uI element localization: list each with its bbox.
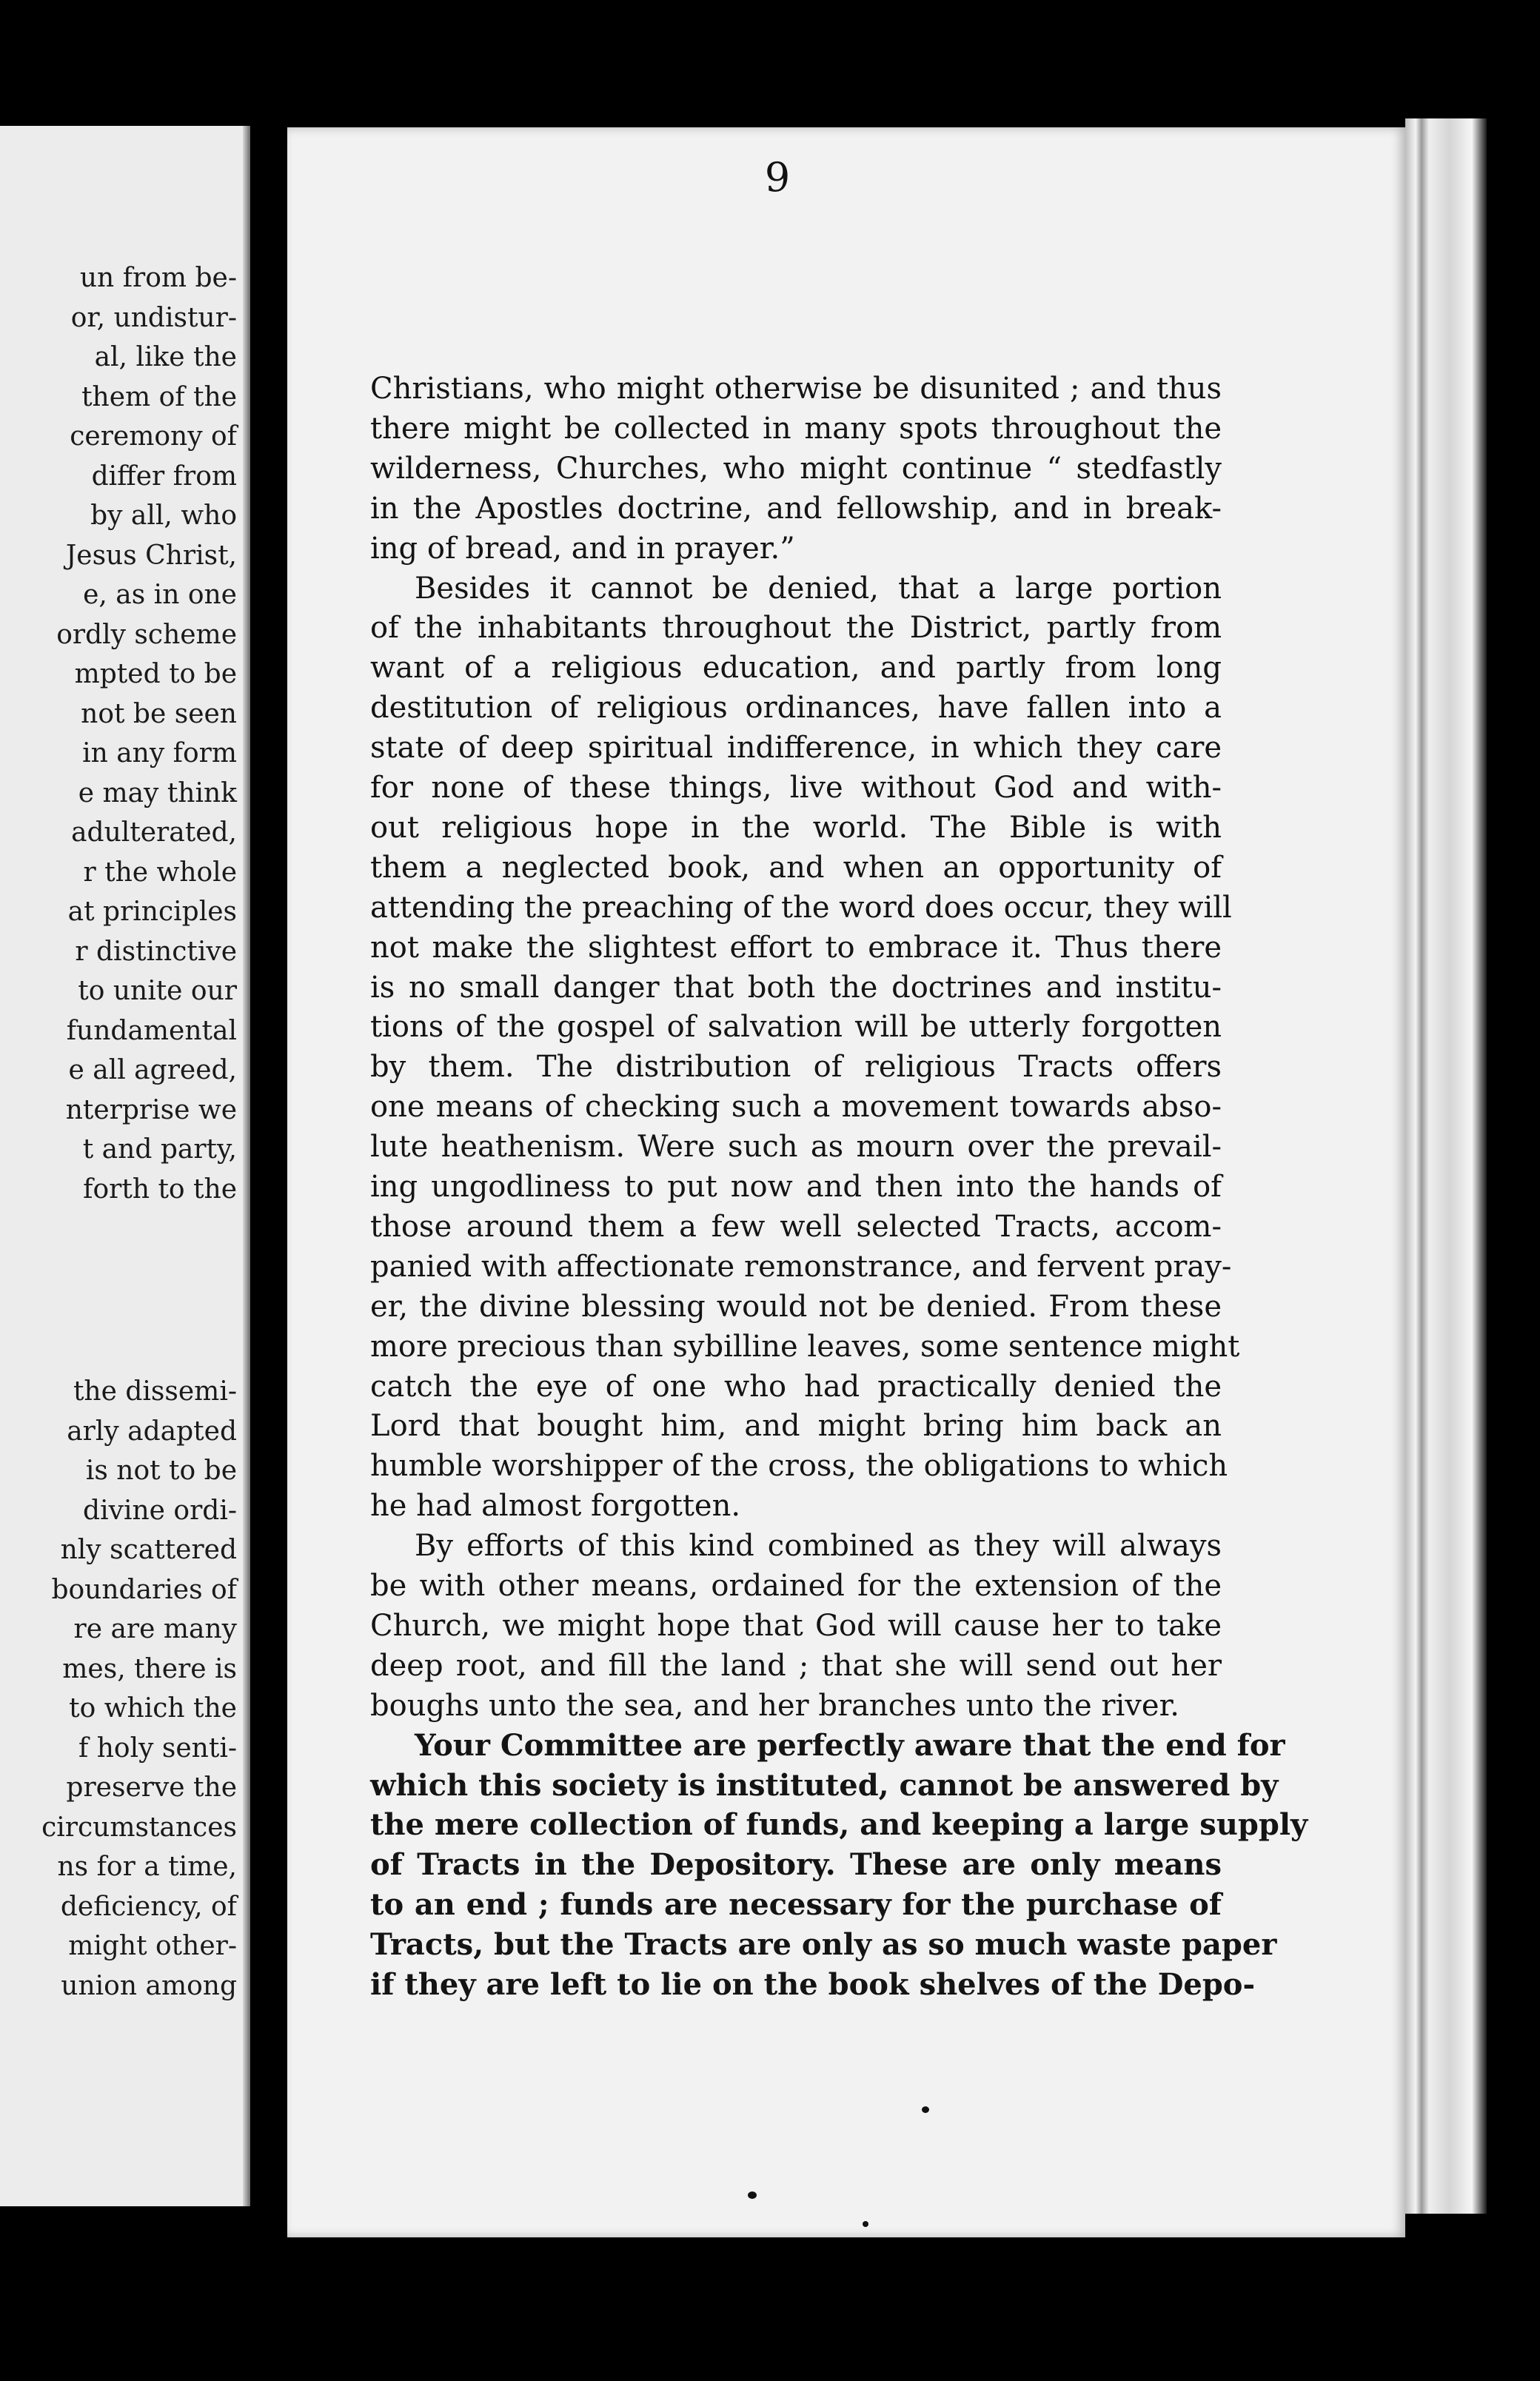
body-text-line: boughs unto the sea, and her branches unto the river. [370, 1688, 1180, 1723]
body-text-line: Church, we might hope that God will cause her to take [370, 1608, 1222, 1643]
body-text-line: them a neglected book, and when an opportunity of [370, 850, 1222, 885]
body-text-line: By efforts of this kind combined as they will always [415, 1529, 1222, 1564]
body-text-line: he had almost forgotten. [370, 1489, 741, 1524]
left-page-line: or, undistur- [70, 302, 237, 333]
left-page-line: f holy senti- [78, 1732, 237, 1764]
left-page-line: union among [61, 1970, 237, 2001]
left-page-line: ceremony of [70, 421, 237, 452]
body-text-line: one means of checking such a movement towards abso- [370, 1090, 1222, 1125]
body-text-line: which this society is instituted, cannot be answered by [370, 1767, 1279, 1803]
left-page-line: to which the [69, 1693, 237, 1724]
body-text-line: of the inhabitants throughout the District, partly from [370, 611, 1222, 646]
body-text-line: attending the preaching of the word does occur, they will [370, 890, 1232, 925]
body-text-line: destitution of religious ordinances, have fallen into a [370, 691, 1222, 726]
left-page-line: fundamental [66, 1015, 237, 1046]
page-number: 9 [764, 154, 791, 201]
body-text-line: Besides it cannot be denied, that a large portion [415, 571, 1222, 606]
body-text-line: deep root, and fill the land ; that she will send out her [370, 1648, 1222, 1683]
left-page-line: the dissemi- [73, 1376, 237, 1407]
body-text-line: ing ungodliness to put now and then into the hands of [370, 1170, 1222, 1204]
left-page-line: nterprise we [65, 1094, 237, 1125]
left-page-line: in any form [82, 738, 237, 768]
left-page-line: e may think [78, 777, 237, 808]
left-page-line: Jesus Christ, [65, 540, 237, 571]
left-page-line: deficiency, of [60, 1891, 237, 1922]
left-page-line: at principles [67, 897, 237, 927]
body-text-line: Your Committee are perfectly aware that the end for [415, 1727, 1285, 1763]
binding-gutter [250, 118, 287, 2221]
body-text-line: out religious hope in the world. The Bible is with [370, 810, 1222, 845]
body-text-line: panied with affectionate remonstrance, and fervent pray- [370, 1249, 1232, 1284]
left-page-line: ns for a time, [57, 1852, 237, 1882]
left-page-line: e all agreed, [68, 1055, 237, 1085]
left-page-line: divine ordi- [83, 1495, 237, 1526]
body-text-line: Tracts, but the Tracts are only as so much waste paper [370, 1927, 1277, 1963]
left-page [0, 126, 250, 2206]
body-text-line: Christians, who might otherwise be disunited ; and thus [370, 372, 1222, 406]
left-page-line: forth to the [83, 1173, 237, 1205]
left-page-line: circumstances [41, 1812, 237, 1843]
body-text-line: the mere collection of funds, and keeping a large supply [370, 1807, 1308, 1843]
body-text-line: for none of these things, live without God and with- [370, 771, 1222, 805]
page-stack-edge [1405, 118, 1487, 2214]
left-page-edge [243, 126, 250, 2206]
left-page-line: mes, there is [62, 1653, 237, 1684]
left-page-line: is not to be [85, 1456, 237, 1486]
left-page-line: to unite our [78, 976, 237, 1006]
left-page-line: arly adapted [67, 1416, 237, 1447]
ink-speck [748, 2191, 757, 2199]
body-text-line: in the Apostles doctrine, and fellowship, and in break- [370, 491, 1222, 526]
body-text-line: be with other means, ordained for the extension of the [370, 1569, 1222, 1603]
body-text-line: Lord that bought him, and might bring him back an [370, 1409, 1222, 1444]
left-page-line: e, as in one [83, 580, 237, 610]
body-text-line: catch the eye of one who had practically denied the [370, 1369, 1222, 1404]
left-page-line: by all, who [90, 500, 237, 531]
body-text-line: by them. The distribution of religious Tracts offers [370, 1050, 1222, 1085]
body-text-line: er, the divine blessing would not be denied. From these [370, 1289, 1222, 1324]
body-text-line: of Tracts in the Depository. These are only means [370, 1847, 1222, 1883]
body-text-line: want of a religious education, and partly from long [370, 651, 1222, 686]
left-page-line: adulterated, [71, 817, 237, 848]
body-text-line: is no small danger that both the doctrines and institu- [370, 970, 1222, 1005]
left-page-line: mpted to be [74, 659, 237, 689]
ink-speck [863, 2221, 868, 2227]
left-page-line: r distinctive [75, 936, 237, 967]
left-page-line: not be seen [81, 698, 237, 729]
left-page-line: might other- [68, 1931, 237, 1961]
body-text-line: to an end ; funds are necessary for the purchase of [370, 1887, 1222, 1923]
left-page-line: t and party, [82, 1134, 237, 1165]
left-page-line: them of the [81, 381, 237, 412]
body-text-line: if they are left to lie on the book shelves of the Depo- [370, 1967, 1256, 2002]
body-text-line: not make the slightest effort to embrace it. Thus there [370, 930, 1222, 965]
left-page-line: un from be- [79, 263, 237, 293]
body-text-line: tions of the gospel of salvation will be utterly forgotten [370, 1010, 1222, 1045]
body-text-line: state of deep spiritual indifference, in which they care [370, 731, 1222, 766]
body-text-line: there might be collected in many spots throughout the [370, 411, 1222, 446]
left-page-line: re are many [73, 1614, 237, 1644]
left-page-line: al, like the [94, 342, 237, 372]
left-page-line: boundaries of [51, 1574, 237, 1605]
left-page-line: nly scattered [60, 1535, 237, 1565]
body-text-line: those around them a few well selected Tracts, accom- [370, 1209, 1222, 1244]
body-text-line: more precious than sybilline leaves, some sentence might [370, 1329, 1240, 1364]
left-page-line: differ from [91, 461, 237, 492]
body-text-line: humble worshipper of the cross, the obligations to which [370, 1449, 1228, 1484]
left-page-line: ordly scheme [56, 619, 237, 650]
body-text-line: lute heathenism. Were such as mourn over the prevail- [370, 1130, 1222, 1165]
left-page-line: preserve the [66, 1772, 237, 1803]
body-text-line: ing of bread, and in prayer.” [370, 531, 795, 566]
ink-speck [922, 2106, 929, 2113]
body-text-line: wilderness, Churches, who might continue “ stedfastly [370, 451, 1222, 486]
left-page-line: r the whole [83, 857, 237, 888]
